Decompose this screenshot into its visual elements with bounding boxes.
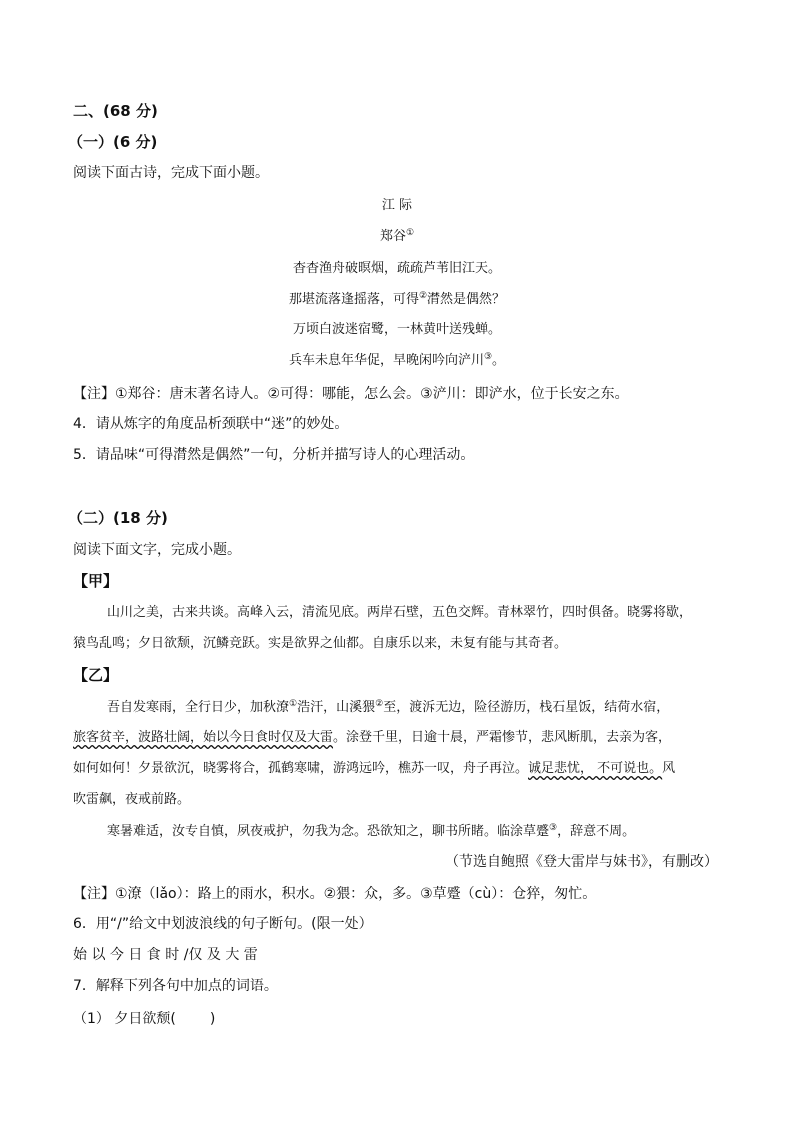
- poem-author: [0, 229, 794, 243]
- yi-line-2-rest: 。涂登千里，日逾十晨，严霜惨节，悲风断肌，去亲为客，: [333, 730, 672, 745]
- question-7-item-1: [73, 1012, 215, 1026]
- poem-line-4: [0, 353, 794, 367]
- question-7: 7．解释下列各句中加点的词语。: [73, 978, 278, 994]
- yi-label: 【乙】: [73, 666, 119, 684]
- poem-line-2-post: 潸然是偶然？: [427, 292, 506, 307]
- yi-line-4: 吹雷飙，夜戒前路。: [73, 792, 191, 807]
- yi-line-3-b: 风: [662, 761, 676, 776]
- part2-note: 【注】①潦（lǎo）：路上的雨水，积水。②猥：众，多。③草蹙（cù）：仓猝，匆忙。: [73, 886, 597, 902]
- yi-line-1-mark-2: ②: [375, 699, 384, 709]
- yi-line-1-mark-1: ①: [289, 699, 298, 709]
- part2-heading: （二）(18 分): [68, 509, 168, 527]
- section-heading: 二、(68 分): [73, 102, 158, 120]
- part1-note: 【注】①郑谷：唐末著名诗人。②可得：哪能，怎么会。③浐川：即浐水，位于长安之东。: [73, 386, 629, 402]
- question-5: 5．请品味“可得潸然是偶然”一句，分析并描写诗人的心理活动。: [73, 447, 475, 463]
- yi-line-5: [107, 824, 635, 838]
- poem-line-4-mark: ③: [483, 352, 493, 362]
- jia-line-2: 猿鸟乱鸣；夕日欲颓，沉鳞竞跃。实是欲界之仙都。自康乐以来，未复有能与其奇者。: [73, 636, 568, 651]
- wavy-underlined-phrase: 诚足悲忧， 不可说也。: [528, 761, 663, 776]
- part1-heading: （一）(6 分): [68, 133, 158, 151]
- jia-label: 【甲】: [73, 572, 119, 590]
- question-6-answer: 始 以 今 日 食 时 /仅 及 大 雷: [73, 947, 258, 963]
- part1-instruction: 阅读下面古诗，完成下面小题。: [73, 165, 269, 181]
- question-7-item-1-label: （1） 夕日欲颓(: [73, 1011, 176, 1027]
- poem-title: 江 际: [381, 198, 413, 213]
- yi-line-5-b: ，辞意不周。: [557, 824, 636, 839]
- poem-line-2-mark: ②: [418, 291, 428, 301]
- part2-instruction: 阅读下面文字，完成小题。: [73, 542, 241, 558]
- poem-line-3: 万顷白波迷宿鹭，一林黄叶送残蝉。: [292, 322, 501, 337]
- poem-line-4-post: 。: [492, 353, 506, 368]
- yi-line-1-b: 浩汗，山溪猥: [297, 700, 376, 715]
- yi-line-5-mark: ③: [549, 823, 558, 833]
- yi-line-3: [73, 762, 675, 775]
- poem-author-note-mark: ①: [405, 228, 415, 238]
- wavy-underlined-sentence: 旅客贫辛，波路壮阔，始以今日食时仅及大雷: [73, 730, 334, 745]
- yi-line-5-a: 寒暑难适，汝专自慎，夙夜戒护，勿我为念。恐欲知之，聊书所睹。临涂草蹙: [107, 824, 550, 839]
- question-4: 4．请从炼字的角度品析颈联中“迷”的妙处。: [73, 416, 349, 432]
- yi-line-1-a: 吾自发寒雨，全行日少，加秋潦: [107, 700, 290, 715]
- poem-line-2: [0, 292, 794, 306]
- yi-line-2: [73, 731, 671, 744]
- question-6: 6．用“/”给文中划波浪线的句子断句。(限一处）: [73, 916, 373, 932]
- yi-line-1-c: 至，渡泝无边，险径游历，栈石星饭，结荷水宿，: [383, 700, 670, 715]
- yi-line-1: [107, 700, 669, 714]
- poem-line-1: 杳杳渔舟破暝烟，疏疏芦苇旧江天。: [292, 261, 501, 276]
- poem-author-name: 郑谷: [379, 229, 406, 244]
- poem-line-2-pre: 那堪流落逢摇落，可得: [288, 292, 419, 307]
- source-citation: （节选自鲍照《登大雷岸与妹书》，有删改）: [445, 854, 718, 870]
- poem-line-4-pre: 兵车未息年华促，早晚闲吟向浐川: [288, 353, 484, 368]
- question-7-item-1-close: ): [209, 1011, 216, 1027]
- jia-line-1: 山川之美，古来共谈。高峰入云，清流见底。两岸石壁，五色交辉。青林翠竹，四时俱备。晓雾将歇，: [107, 605, 693, 620]
- yi-line-3-a: 如何如何！夕景欲沉，晓雾将合，孤鹤寒啸，游鸿远吟，樵苏一叹，舟子再泣。: [73, 761, 529, 776]
